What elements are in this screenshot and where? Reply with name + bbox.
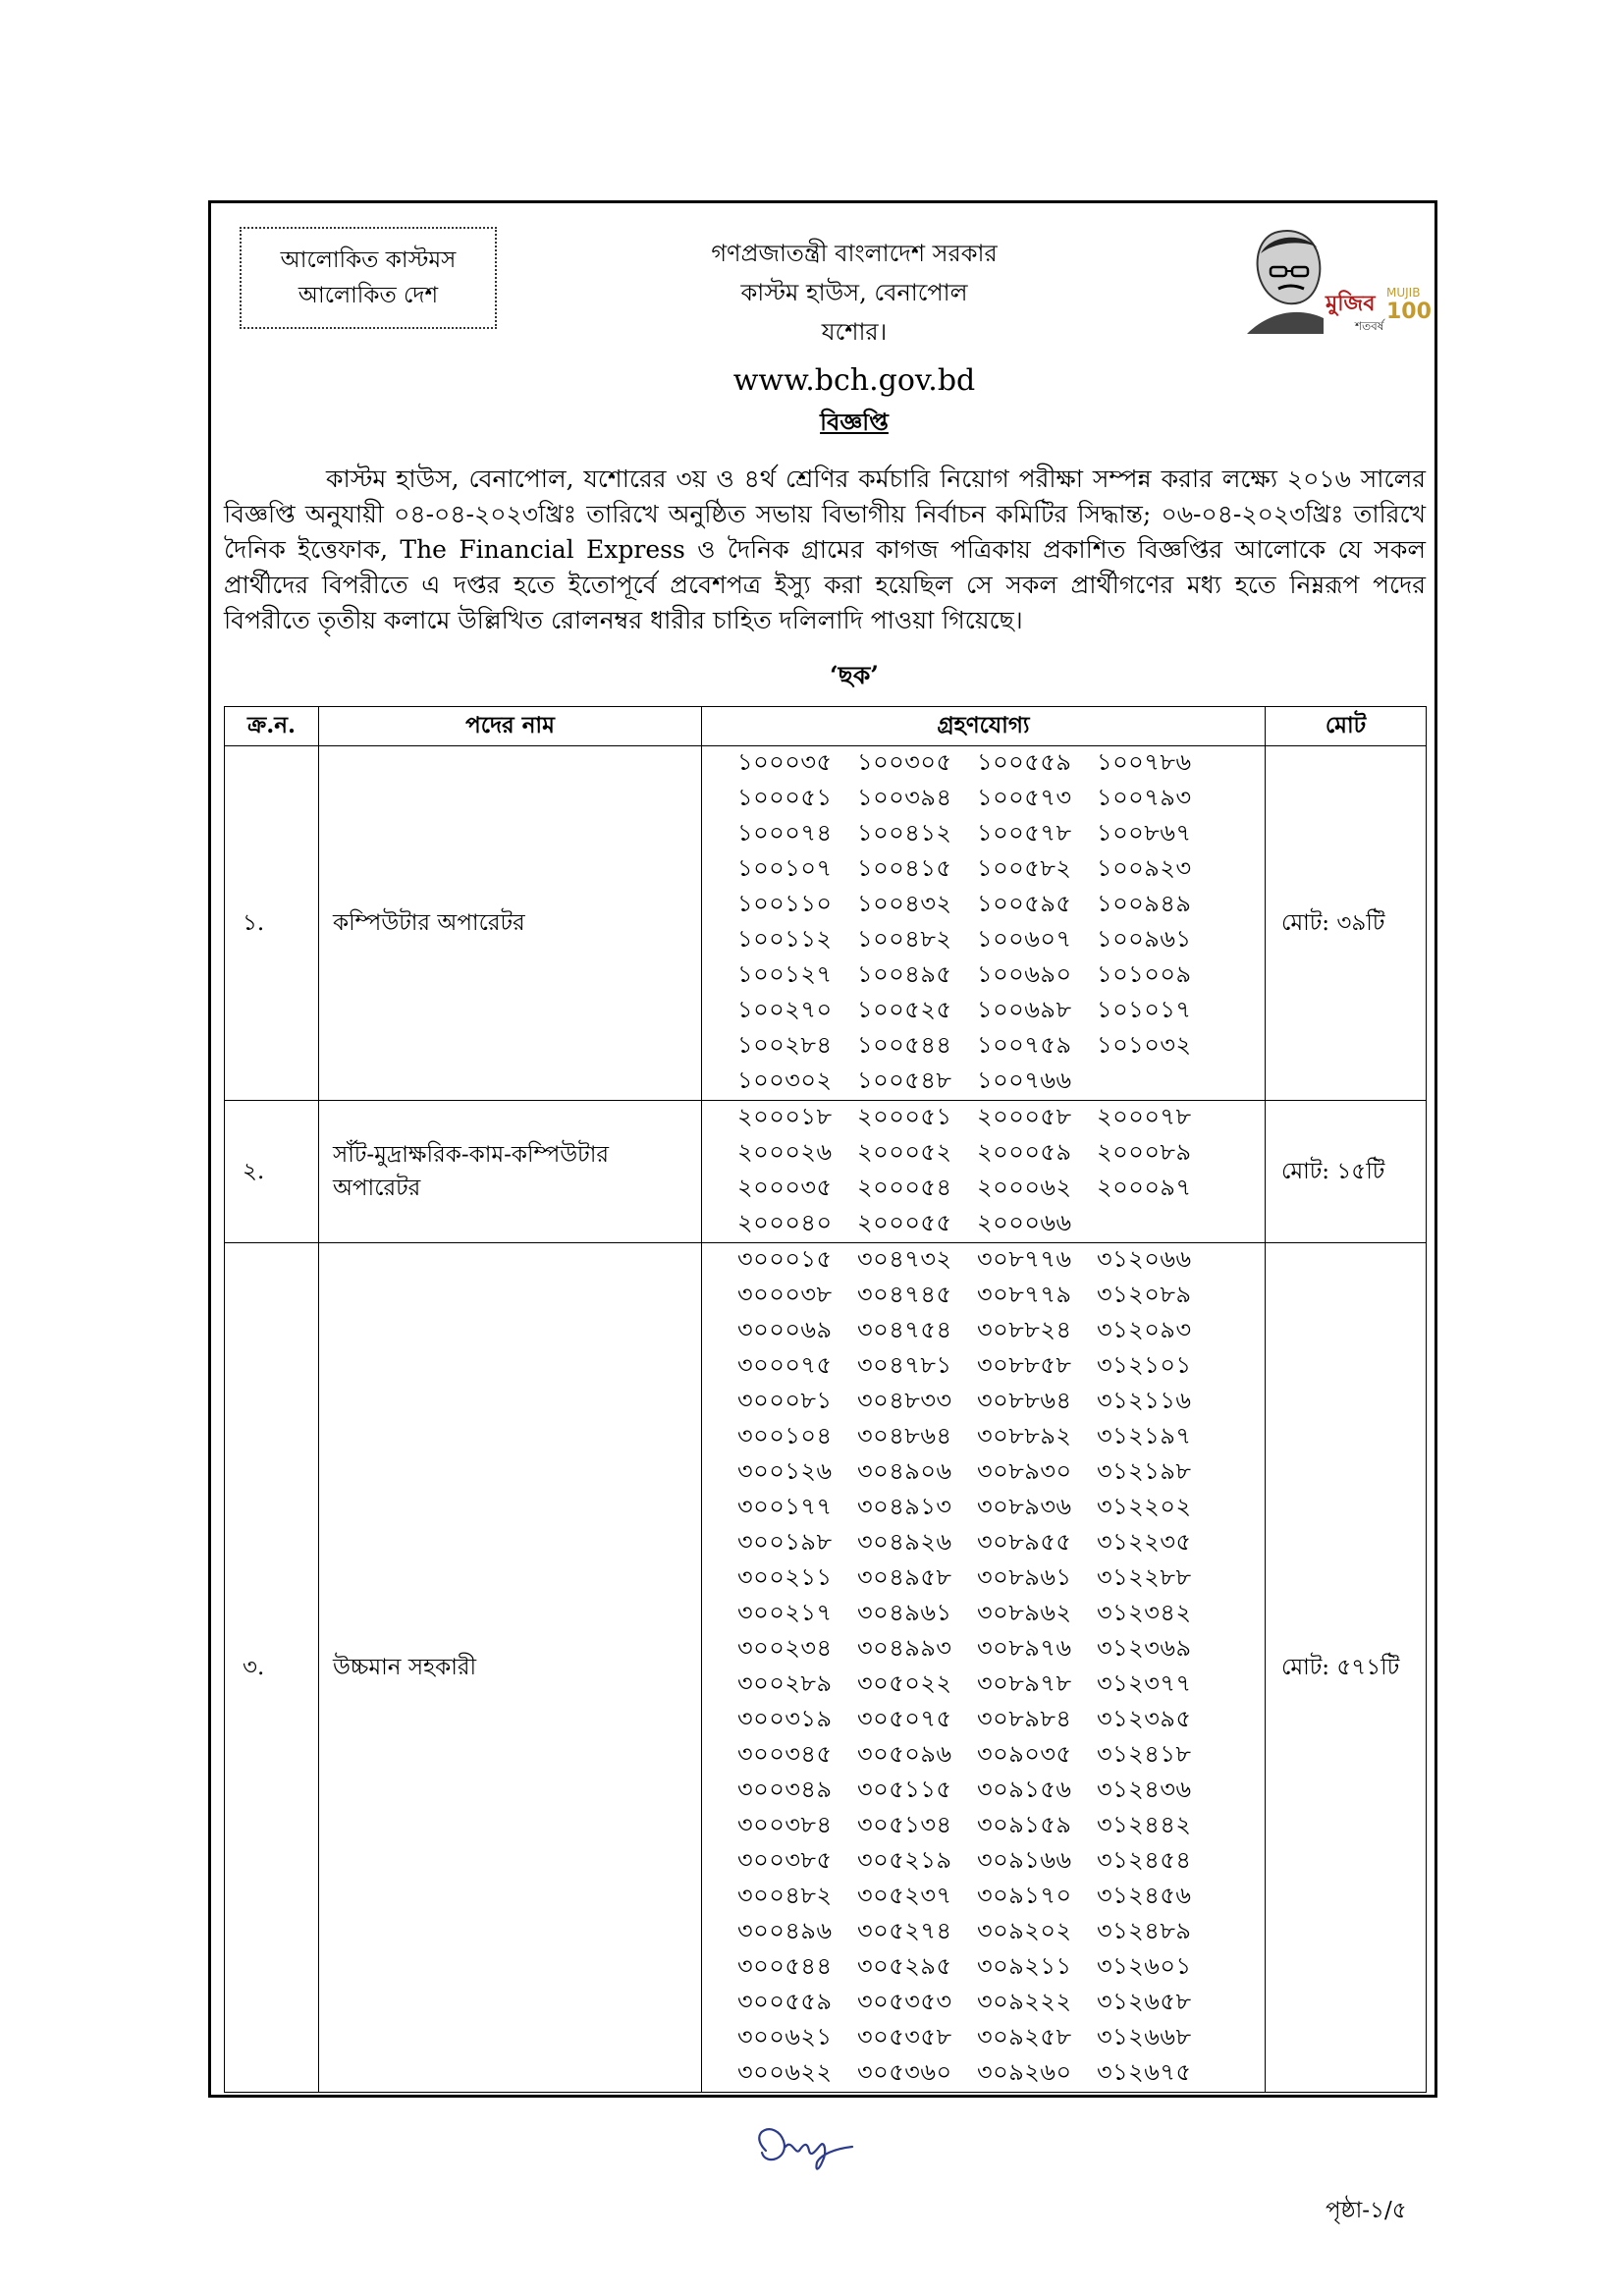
roll-line	[702, 1172, 1265, 1207]
roll-number: ৩০৪৯০৬	[857, 1457, 952, 1485]
roll-number: ১০০৯৪৯	[1097, 890, 1192, 917]
roll-number: ১০০৪৯৫	[857, 960, 952, 988]
roll-number: ১০০০৭৪	[737, 819, 833, 847]
roll-line	[702, 1632, 1265, 1667]
roll-number: ১০১০০৯	[1097, 960, 1192, 988]
roll-number: ৩০৪৯৬১	[857, 1599, 952, 1626]
roll-number: ১০০১০৭	[737, 854, 833, 882]
roll-line	[702, 1349, 1265, 1385]
roll-number: ১০০০৩৫	[737, 748, 833, 776]
roll-number: ৩১২১০১	[1097, 1351, 1192, 1379]
roll-number: ১০০৩০২	[737, 1066, 833, 1094]
roll-number: ৩০০০১৫	[737, 1245, 833, 1273]
roll-number: ৩০৫০৯৬	[857, 1740, 952, 1768]
header-serial: ক্র.ন.	[225, 707, 319, 746]
roll-number: ২০০০৬২	[977, 1174, 1072, 1201]
roll-number: ৩০৯২২২	[977, 1988, 1072, 2015]
table-row	[225, 1101, 1427, 1243]
letterhead	[550, 234, 1159, 401]
roll-number: ৩০৫৩৫৮	[857, 2023, 952, 2050]
roll-line	[702, 1136, 1265, 1172]
table-row	[225, 746, 1427, 1101]
roll-line	[702, 1774, 1265, 1809]
roll-number: ৩০৮৮৫৮	[977, 1351, 1072, 1379]
row-serial: ২.	[225, 1101, 319, 1243]
roll-line	[702, 817, 1265, 852]
roll-number: ৩০০২৮৯	[737, 1669, 833, 1697]
mujib-100-logo	[1239, 224, 1432, 338]
roll-number: ২০০০৫৯	[977, 1138, 1072, 1166]
roll-number: ৩০০০৭৫	[737, 1351, 833, 1379]
roll-number: ১০০০৫১	[737, 784, 833, 811]
row-post-name: সাঁট-মুদ্রাক্ষরিক-কাম-কম্পিউটার অপারেটর	[319, 1101, 702, 1243]
row-total: মোট: ১৫টি	[1266, 1101, 1427, 1243]
roll-number: ৩১২৬৬৮	[1097, 2023, 1192, 2050]
roll-number: ২০০০২৬	[737, 1138, 833, 1166]
roll-number: ৩১২০৮৯	[1097, 1281, 1192, 1308]
roll-line	[702, 1207, 1265, 1242]
roll-number: ১০১০৩২	[1097, 1031, 1192, 1059]
roll-number: ৩০৮৯৩০	[977, 1457, 1072, 1485]
roll-line	[702, 1420, 1265, 1455]
logo-number-text: 100	[1386, 300, 1432, 324]
roll-number: ২০০০৭৮	[1097, 1103, 1192, 1130]
roll-number: ৩০৮৯৫৫	[977, 1528, 1072, 1556]
roll-number: ৩০৫৩৫৩	[857, 1988, 952, 2015]
roll-line	[702, 1526, 1265, 1561]
roll-number: ৩১২২০২	[1097, 1493, 1192, 1520]
roll-number: ১০০৫৯৫	[977, 890, 1072, 917]
roll-line	[702, 1597, 1265, 1632]
roll-number: ৩০০০৮১	[737, 1387, 833, 1414]
roll-number: ৩০৮৮৬৪	[977, 1387, 1072, 1414]
signature	[736, 2111, 864, 2180]
roll-number: ৩১২০৯৩	[1097, 1316, 1192, 1343]
roll-number: ৩১২০৬৬	[1097, 1245, 1192, 1273]
roll-number: ১০০৬৯৮	[977, 996, 1072, 1023]
roll-line	[702, 1243, 1265, 1279]
roll-line	[702, 958, 1265, 994]
roll-number: ৩১২৬৫৮	[1097, 1988, 1192, 2015]
roll-number: ৩১২৩৯৫	[1097, 1705, 1192, 1732]
roll-number: ৩০৯১৫৬	[977, 1776, 1072, 1803]
roll-number: ৩০৫০৭৫	[857, 1705, 952, 1732]
roll-number: ৩০৯১৭০	[977, 1882, 1072, 1909]
roll-number: ৩০০২১৭	[737, 1599, 833, 1626]
roll-line	[702, 746, 1265, 782]
roll-number: ৩০৮৯৭৮	[977, 1669, 1072, 1697]
roll-number: ১০০৫৮২	[977, 854, 1072, 882]
roll-line	[702, 1738, 1265, 1774]
roll-number: ১০০৮৬৭	[1097, 819, 1192, 847]
roll-number: ৩০০২৩৪	[737, 1634, 833, 1662]
roll-number: ১০১০১৭	[1097, 996, 1192, 1023]
logo-latin-text: MUJIB	[1386, 286, 1421, 300]
roll-line	[702, 1279, 1265, 1314]
roll-number: ১০০৫৪৮	[857, 1066, 952, 1094]
roll-number: ৩০৪৭৫৪	[857, 1316, 952, 1343]
govt-name: গণপ্রজাতন্ত্রী বাংলাদেশ সরকার	[711, 240, 998, 267]
roll-number: ৩০০৬২১	[737, 2023, 833, 2050]
roll-number: ৩০৪৭৩২	[857, 1245, 952, 1273]
roll-number: ৩০০৫৫৯	[737, 1988, 833, 2015]
roll-number: ৩০৫১৩৪	[857, 1811, 952, 1838]
roll-number: ৩০৫২৭৪	[857, 1917, 952, 1944]
roll-line	[702, 1561, 1265, 1597]
roll-number: ৩০৯২০২	[977, 1917, 1072, 1944]
roll-number: ১০০৫৫৯	[977, 748, 1072, 776]
roll-number: ১০০৬০৭	[977, 925, 1072, 953]
roll-number: ৩০০৪৯৬	[737, 1917, 833, 1944]
roll-number: ১০০৫৭৮	[977, 819, 1072, 847]
roll-number: ৩১২৪৩৬	[1097, 1776, 1192, 1803]
roll-number: ৩১২১৯৭	[1097, 1422, 1192, 1449]
roll-number: ৩০৪৭৪৫	[857, 1281, 952, 1308]
office-location: যশোর।	[821, 318, 888, 346]
roll-number: ১০০৬৯০	[977, 960, 1072, 988]
roll-number: ১০০৪১২	[857, 819, 952, 847]
roll-number: ২০০০৫৫	[857, 1209, 952, 1236]
roll-number: ১০০৭৫৯	[977, 1031, 1072, 1059]
roll-line	[702, 888, 1265, 923]
roll-line	[702, 1667, 1265, 1703]
roll-number: ৩০০৩৪৫	[737, 1740, 833, 1768]
roll-number: ৩১২৩৭৭	[1097, 1669, 1192, 1697]
roll-number: ১০০২৭০	[737, 996, 833, 1023]
roll-number: ২০০০৫৮	[977, 1103, 1072, 1130]
roll-number: ১০০১২৭	[737, 960, 833, 988]
roll-number: ২০০০৫২	[857, 1138, 952, 1166]
roll-number: ১০০১১২	[737, 925, 833, 953]
roll-number: ৩০০৩১৯	[737, 1705, 833, 1732]
roll-number: ২০০০৩৫	[737, 1174, 833, 1201]
roll-line	[702, 782, 1265, 817]
roll-number: ৩০৮৯৮৪	[977, 1705, 1072, 1732]
roll-number: ১০০৭৮৬	[1097, 748, 1192, 776]
roll-number: ৩০৫১১৫	[857, 1776, 952, 1803]
roll-number: ১০০৭৯৩	[1097, 784, 1192, 811]
row-post-name: কম্পিউটার অপারেটর	[319, 746, 702, 1101]
roll-number: ৩১২১১৬	[1097, 1387, 1192, 1414]
roll-number: ২০০০৮৯	[1097, 1138, 1192, 1166]
roll-number: ৩১২৬৭৫	[1097, 2058, 1192, 2086]
roll-number: ৩১২৪৮৯	[1097, 1917, 1192, 1944]
roll-line	[702, 1844, 1265, 1880]
roll-number: ৩০০৫৪৪	[737, 1952, 833, 1980]
roll-number: ৩১২৪৫৬	[1097, 1882, 1192, 1909]
notice-body	[224, 462, 1426, 638]
roll-number: ৩১২২৮৮	[1097, 1563, 1192, 1591]
roll-number: ৩০০৩৮৫	[737, 1846, 833, 1874]
roll-number: ৩১২২৩৫	[1097, 1528, 1192, 1556]
roll-number: ৩১২৪১৮	[1097, 1740, 1192, 1768]
header-total: মোট	[1266, 707, 1427, 746]
header-post: পদের নাম	[319, 707, 702, 746]
roll-line	[702, 1915, 1265, 1950]
roll-number: ৩০৮৮৯২	[977, 1422, 1072, 1449]
roll-number: ৩০০১২৬	[737, 1457, 833, 1485]
roll-number: ৩০৯২৫৮	[977, 2023, 1072, 2050]
roll-line	[702, 1809, 1265, 1844]
roll-number: ৩০০০৩৮	[737, 1281, 833, 1308]
roll-number: ৩০৫২৩৭	[857, 1882, 952, 1909]
website-url: www.bch.gov.bd	[732, 363, 976, 398]
roll-line	[702, 923, 1265, 958]
roll-number: ২০০০৬৬	[977, 1209, 1072, 1236]
roll-number: ১০০৪৩২	[857, 890, 952, 917]
roll-number: ৩০৫০২২	[857, 1669, 952, 1697]
roll-line	[702, 1703, 1265, 1738]
roll-number: ৩০৪৮৩৩	[857, 1387, 952, 1414]
roll-number: ৩০০১৭৭	[737, 1493, 833, 1520]
office-name: কাস্টম হাউস, বেনাপোল	[740, 279, 968, 306]
roll-line	[702, 1065, 1265, 1100]
roll-line	[702, 2021, 1265, 2056]
roll-number: ২০০০৫১	[857, 1103, 952, 1130]
notice-title: বিজ্ঞপ্তি	[820, 408, 889, 436]
selection-table	[224, 706, 1427, 2093]
roll-number: ১০০৪১৫	[857, 854, 952, 882]
roll-number: ৩০৯১৫৯	[977, 1811, 1072, 1838]
row-roll-list	[702, 746, 1266, 1101]
roll-line	[702, 1385, 1265, 1420]
roll-line	[702, 1950, 1265, 1986]
roll-number: ১০০৯৬১	[1097, 925, 1192, 953]
roll-number: ৩০০২১১	[737, 1563, 833, 1591]
roll-number: ৩০৪৯৫৮	[857, 1563, 952, 1591]
roll-line	[702, 1880, 1265, 1915]
roll-number: ৩১২৪৫৪	[1097, 1846, 1192, 1874]
roll-number: ৩০০১০৪	[737, 1422, 833, 1449]
roll-line	[702, 1491, 1265, 1526]
motto-line-1: আলোকিত কাস্টমস	[280, 247, 457, 273]
roll-number: ৩১২৬০১	[1097, 1952, 1192, 1980]
row-total: মোট: ৫৭১টি	[1266, 1243, 1427, 2093]
roll-number: ৩০৯১৬৬	[977, 1846, 1072, 1874]
logo-brand-text: মুজিব	[1326, 292, 1376, 316]
roll-number: ৩১২৩৬৯	[1097, 1634, 1192, 1662]
roll-number: ৩১২১৯৮	[1097, 1457, 1192, 1485]
roll-number: ১০০২৮৪	[737, 1031, 833, 1059]
roll-number: ১০০৫৪৪	[857, 1031, 952, 1059]
roll-number: ৩০৮৭৭৬	[977, 1245, 1072, 1273]
roll-number: ১০০৫২৫	[857, 996, 952, 1023]
roll-line	[702, 1314, 1265, 1349]
roll-number: ৩০৮৯৭৬	[977, 1634, 1072, 1662]
roll-line	[702, 852, 1265, 888]
roll-number: ৩০০০৬৯	[737, 1316, 833, 1343]
roll-number: ৩০৯২৬০	[977, 2058, 1072, 2086]
roll-number: ৩০৯২১১	[977, 1952, 1072, 1980]
row-post-name: উচ্চমান সহকারী	[319, 1243, 702, 2093]
roll-line	[702, 1029, 1265, 1065]
roll-number: ১০০৩০৫	[857, 748, 952, 776]
roll-number: ১০০৪৮২	[857, 925, 952, 953]
roll-number: ৩০৪৭৮১	[857, 1351, 952, 1379]
roll-line	[702, 994, 1265, 1029]
roll-number: ২০০০১৮	[737, 1103, 833, 1130]
roll-number: ৩০৮৯৩৬	[977, 1493, 1072, 1520]
roll-number: ২০০০৯৭	[1097, 1174, 1192, 1201]
roll-number: ৩০৪৯২৬	[857, 1528, 952, 1556]
roll-number: ৩০০৪৮২	[737, 1882, 833, 1909]
notice-paragraph: কাস্টম হাউস, বেনাপোল, যশোরের ৩য় ও ৪র্থ শ্রেণির কর্মচারি নিয়োগ পরীক্ষা সম্পন্ন করার লক্ষ্যে ২০১৬ সালের বিজ্ঞপ্তি অনুযায়ী ০৪-০৪-২০২৩খ্রিঃ তারিখে অনুষ্ঠিত সভায় বিভাগীয় নির্বাচন কমিটির সিদ্ধান্ত; ০৬-০৪-২০২৩খ্রিঃ তারিখে দৈনিক ইত্তেফাক, The Financial Express ও দৈনিক গ্রামের কাগজ পত্রিকায় প্রকাশিত বিজ্ঞপ্তির আলোকে যে সকল প্রার্থীদের বিপরীতে এ দপ্তর হতে ইতোপূর্বে প্রবেশপত্র ইস্যু করা হয়েছিল সে সকল প্রার্থীগণের মধ্য হতে নিম্নরূপ পদের বিপরীতে তৃতীয় কলামে উল্লিখিত রোলনম্বর ধারীর চাহিত দলিলাদি পাওয়া গিয়েছে।	[224, 465, 1426, 634]
roll-number: ৩০৪৯৯৩	[857, 1634, 952, 1662]
roll-number: ৩০৪৮৬৪	[857, 1422, 952, 1449]
roll-number: ৩০০৬২২	[737, 2058, 833, 2086]
roll-number: ২০০০৫৪	[857, 1174, 952, 1201]
roll-number: ১০০৯২৩	[1097, 854, 1192, 882]
roll-number: ৩০৮৯৬১	[977, 1563, 1072, 1591]
page-number: পৃষ্ঠা-১/৫	[1326, 2198, 1407, 2223]
roll-line	[702, 1101, 1265, 1136]
roll-line	[702, 2056, 1265, 2092]
row-total: মোট: ৩৯টি	[1266, 746, 1427, 1101]
roll-number: ৩০৯০৩৫	[977, 1740, 1072, 1768]
roll-number: ১০০৫৭৩	[977, 784, 1072, 811]
logo-sub-text: শতবর্ষ	[1355, 319, 1384, 333]
motto-line-2: আলোকিত দেশ	[298, 283, 439, 308]
roll-number: ৩০৪৯১৩	[857, 1493, 952, 1520]
table-header-row	[225, 707, 1427, 746]
roll-number: ৩০৫২৯৫	[857, 1952, 952, 1980]
row-serial: ৩.	[225, 1243, 319, 2093]
row-roll-list	[702, 1243, 1266, 2093]
roll-line	[702, 1455, 1265, 1491]
roll-number: ৩০০৩৪৯	[737, 1776, 833, 1803]
roll-number: ৩১২৪৪২	[1097, 1811, 1192, 1838]
roll-number: ১০০৩৯৪	[857, 784, 952, 811]
roll-number: ৩১২৩৪২	[1097, 1599, 1192, 1626]
roll-number: ২০০০৪০	[737, 1209, 833, 1236]
table-title: ‘ছক’	[829, 661, 880, 689]
roll-number: ৩০৮৭৭৯	[977, 1281, 1072, 1308]
roll-number: ৩০৮৯৬২	[977, 1599, 1072, 1626]
roll-number: ১০০৭৬৬	[977, 1066, 1072, 1094]
roll-number: ৩০৫৩৬০	[857, 2058, 952, 2086]
roll-number: ৩০০১৯৮	[737, 1528, 833, 1556]
row-roll-list	[702, 1101, 1266, 1243]
roll-line	[702, 1986, 1265, 2021]
row-serial: ১.	[225, 746, 319, 1101]
roll-number: ৩০৫২১৯	[857, 1846, 952, 1874]
table-row	[225, 1243, 1427, 2093]
roll-number: ৩০৮৮২৪	[977, 1316, 1072, 1343]
roll-number: ১০০১১০	[737, 890, 833, 917]
header-accepted: গ্রহণযোগ্য	[702, 707, 1266, 746]
roll-number: ৩০০৩৮৪	[737, 1811, 833, 1838]
motto-box	[240, 227, 497, 329]
